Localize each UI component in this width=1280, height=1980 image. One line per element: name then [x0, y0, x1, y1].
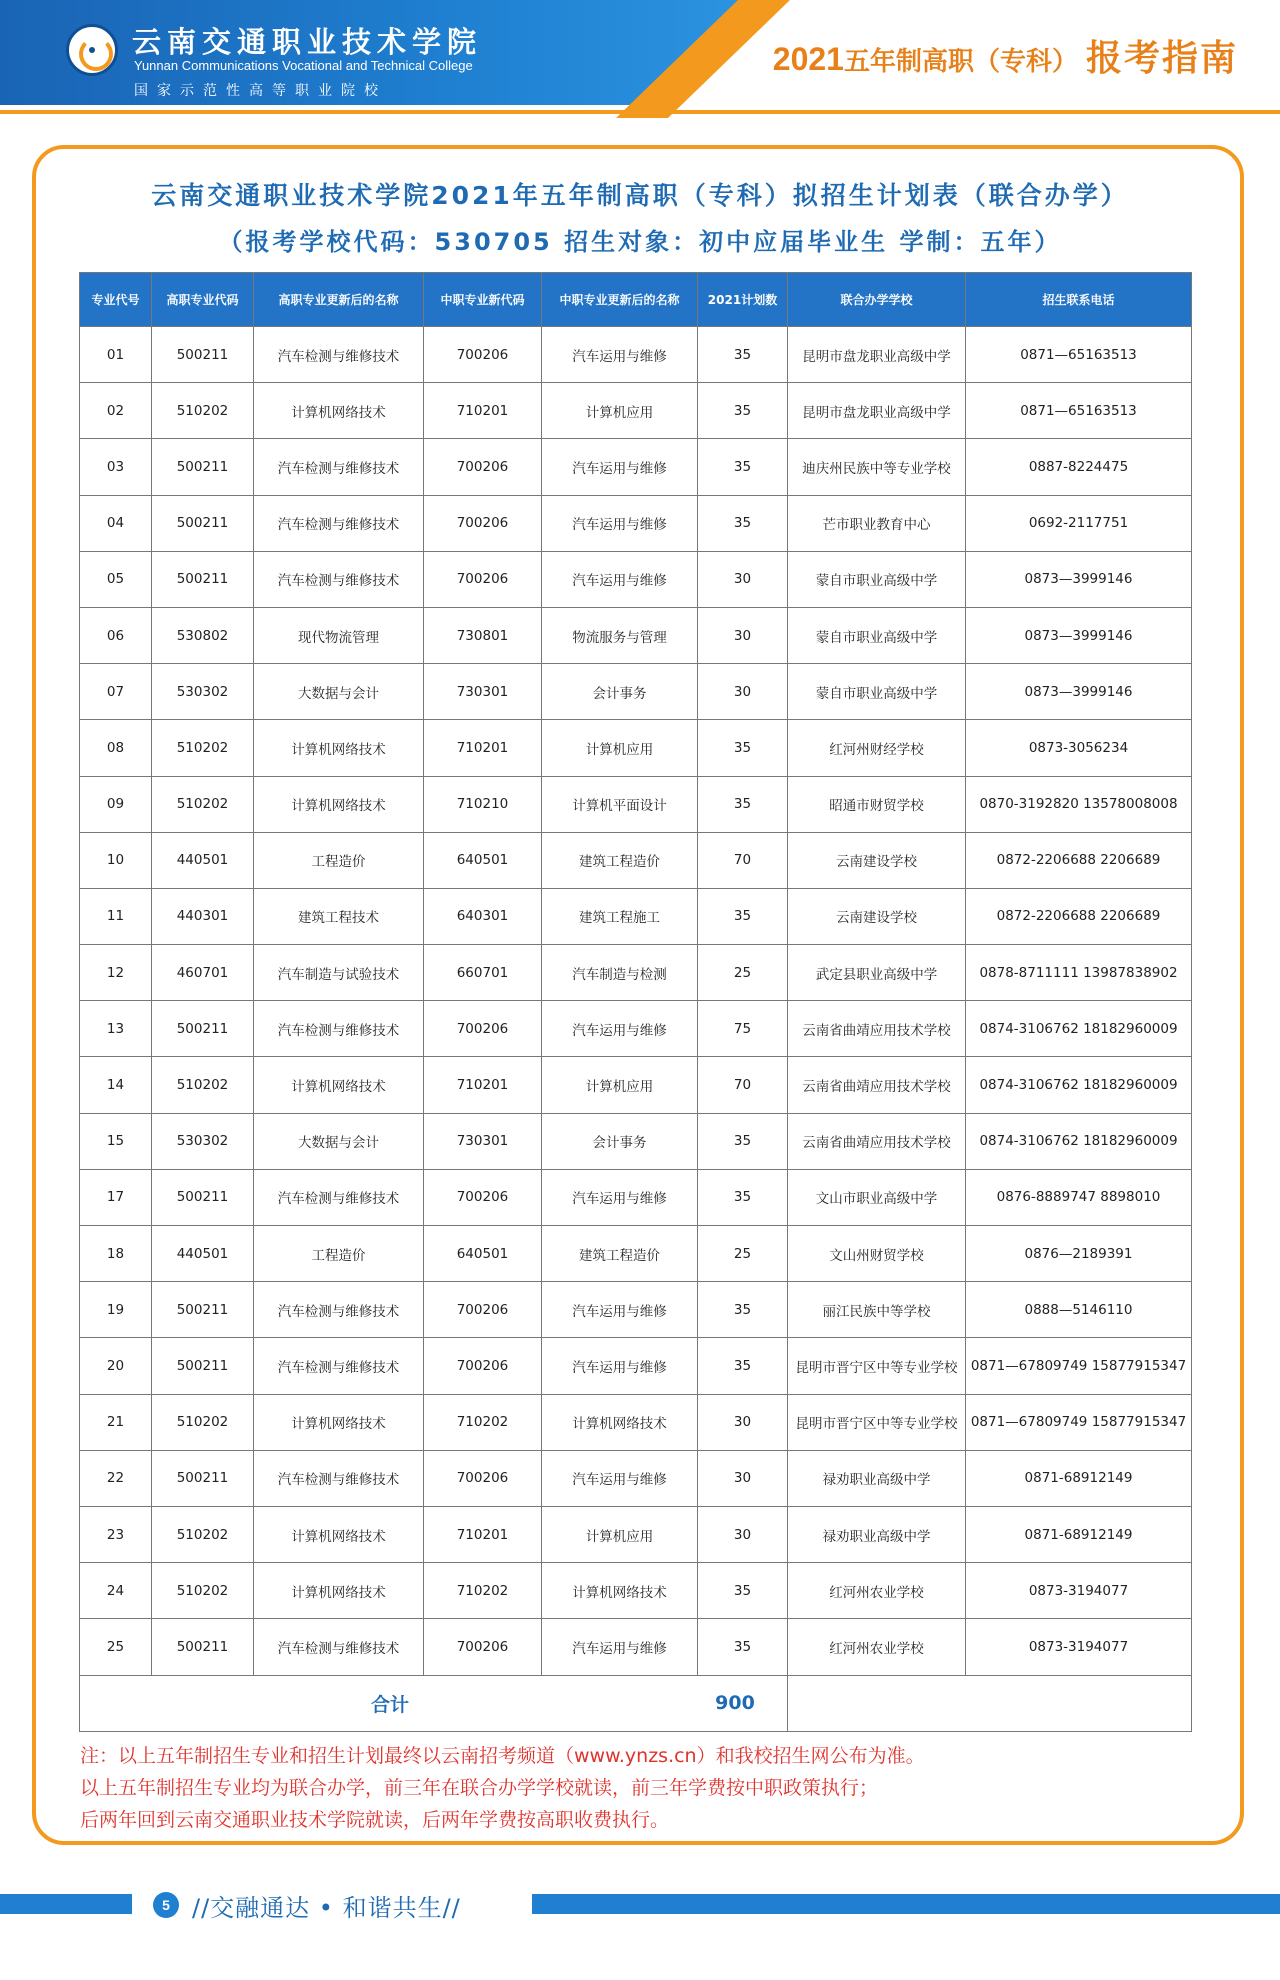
table-cell: 700206 — [424, 1450, 542, 1506]
page-header — [0, 0, 1280, 118]
table-cell: 计算机应用 — [542, 383, 698, 439]
table-cell: 14 — [80, 1057, 152, 1113]
table-cell: 35 — [698, 1338, 788, 1394]
table-row — [80, 776, 1192, 832]
table-cell: 文山州财贸学校 — [788, 1226, 966, 1282]
table-cell: 10 — [80, 832, 152, 888]
table-cell: 710201 — [424, 383, 542, 439]
table-cell: 物流服务与管理 — [542, 607, 698, 663]
table-cell: 云南建设学校 — [788, 888, 966, 944]
table-title: 云南交通职业技术学院2021年五年制高职（专科）拟招生计划表（联合办学） — [151, 181, 1129, 210]
table-cell: 11 — [80, 888, 152, 944]
table-cell: 汽车检测与维修技术 — [254, 1282, 424, 1338]
table-cell: 计算机应用 — [542, 1506, 698, 1562]
table-cell: 700206 — [424, 1001, 542, 1057]
table-cell: 35 — [698, 1169, 788, 1225]
table-cell: 汽车运用与维修 — [542, 1338, 698, 1394]
table-cell: 500211 — [152, 495, 254, 551]
table-cell: 0871—65163513 — [966, 383, 1192, 439]
table-cell: 440501 — [152, 1226, 254, 1282]
column-header: 专业代号 — [80, 273, 152, 327]
table-cell: 30 — [698, 607, 788, 663]
column-header: 高职专业更新后的名称 — [254, 273, 424, 327]
table-cell: 汽车检测与维修技术 — [254, 1619, 424, 1675]
column-header: 联合办学学校 — [788, 273, 966, 327]
table-cell: 0692-2117751 — [966, 495, 1192, 551]
school-name-cn: 云南交通职业技术学院 — [132, 25, 483, 59]
table-cell: 汽车运用与维修 — [542, 1619, 698, 1675]
table-cell: 0873-3056234 — [966, 720, 1192, 776]
table-cell: 芒市职业教育中心 — [788, 495, 966, 551]
table-row — [80, 495, 1192, 551]
table-cell: 35 — [698, 1113, 788, 1169]
table-cell: 25 — [698, 1226, 788, 1282]
table-cell: 昆明市晋宁区中等专业学校 — [788, 1394, 966, 1450]
table-cell: 昆明市盘龙职业高级中学 — [788, 327, 966, 383]
column-header: 2021计划数 — [698, 273, 788, 327]
table-row — [80, 1113, 1192, 1169]
table-cell: 云南建设学校 — [788, 832, 966, 888]
table-cell: 0871—67809749 15877915347 — [966, 1338, 1192, 1394]
table-row — [80, 945, 1192, 1001]
table-cell: 禄劝职业高级中学 — [788, 1506, 966, 1562]
table-cell: 会计事务 — [542, 1113, 698, 1169]
table-cell: 建筑工程造价 — [542, 832, 698, 888]
table-cell: 710210 — [424, 776, 542, 832]
table-cell: 红河州财经学校 — [788, 720, 966, 776]
table-cell: 汽车运用与维修 — [542, 1169, 698, 1225]
table-cell: 19 — [80, 1282, 152, 1338]
table-cell: 0871-68912149 — [966, 1506, 1192, 1562]
table-cell: 700206 — [424, 1619, 542, 1675]
school-tagline: 国家示范性高等职业院校 — [134, 83, 387, 99]
table-cell: 0887-8224475 — [966, 439, 1192, 495]
table-cell: 500211 — [152, 1450, 254, 1506]
table-row — [80, 664, 1192, 720]
table-cell: 计算机应用 — [542, 720, 698, 776]
table-row — [80, 1282, 1192, 1338]
table-row — [80, 1506, 1192, 1562]
table-cell: 0876-8889747 8898010 — [966, 1169, 1192, 1225]
column-header: 中职专业更新后的名称 — [542, 273, 698, 327]
table-cell: 0873-3194077 — [966, 1563, 1192, 1619]
table-cell: 会计事务 — [542, 664, 698, 720]
table-cell: 440301 — [152, 888, 254, 944]
table-cell: 500211 — [152, 1001, 254, 1057]
table-cell: 510202 — [152, 383, 254, 439]
table-cell: 710201 — [424, 720, 542, 776]
table-cell: 30 — [698, 1506, 788, 1562]
table-cell: 06 — [80, 607, 152, 663]
table-cell: 云南省曲靖应用技术学校 — [788, 1001, 966, 1057]
table-cell: 35 — [698, 383, 788, 439]
table-cell: 红河州农业学校 — [788, 1619, 966, 1675]
table-cell: 700206 — [424, 327, 542, 383]
table-row — [80, 1619, 1192, 1675]
guide-strong: 报考指南 — [1085, 38, 1238, 79]
table-cell: 640501 — [424, 832, 542, 888]
footer-bar-left — [0, 1894, 132, 1914]
table-cell: 0874-3106762 18182960009 — [966, 1001, 1192, 1057]
table-cell: 510202 — [152, 1394, 254, 1450]
table-cell: 01 — [80, 327, 152, 383]
table-cell: 计算机网络技术 — [254, 1057, 424, 1113]
table-row — [80, 607, 1192, 663]
table-cell: 汽车运用与维修 — [542, 495, 698, 551]
notes — [80, 1740, 1220, 1836]
table-cell: 700206 — [424, 1169, 542, 1225]
table-cell: 23 — [80, 1506, 152, 1562]
table-cell: 35 — [698, 1563, 788, 1619]
table-cell: 710201 — [424, 1506, 542, 1562]
table-cell: 710201 — [424, 1057, 542, 1113]
column-header: 高职专业代码 — [152, 273, 254, 327]
table-cell: 禄劝职业高级中学 — [788, 1450, 966, 1506]
table-row — [80, 551, 1192, 607]
table-cell: 迪庆州民族中等专业学校 — [788, 439, 966, 495]
table-cell: 730301 — [424, 1113, 542, 1169]
table-cell: 云南省曲靖应用技术学校 — [788, 1113, 966, 1169]
table-cell: 建筑工程技术 — [254, 888, 424, 944]
table-cell: 35 — [698, 1619, 788, 1675]
table-cell: 12 — [80, 945, 152, 1001]
table-cell: 计算机网络技术 — [254, 1394, 424, 1450]
table-cell: 640301 — [424, 888, 542, 944]
table-cell: 汽车检测与维修技术 — [254, 551, 424, 607]
table-cell: 0872-2206688 2206689 — [966, 832, 1192, 888]
column-header: 中职专业新代码 — [424, 273, 542, 327]
guide-year: 2021 — [772, 41, 844, 77]
table-cell: 660701 — [424, 945, 542, 1001]
table-cell: 35 — [698, 327, 788, 383]
table-cell: 500211 — [152, 1169, 254, 1225]
table-cell: 丽江民族中等学校 — [788, 1282, 966, 1338]
table-cell: 460701 — [152, 945, 254, 1001]
table-cell: 0874-3106762 18182960009 — [966, 1113, 1192, 1169]
table-cell: 510202 — [152, 1506, 254, 1562]
table-cell: 云南省曲靖应用技术学校 — [788, 1057, 966, 1113]
table-cell: 汽车运用与维修 — [542, 551, 698, 607]
table-cell: 530302 — [152, 1113, 254, 1169]
table-cell: 03 — [80, 439, 152, 495]
table-cell: 昭通市财贸学校 — [788, 776, 966, 832]
table-cell: 0873—3999146 — [966, 551, 1192, 607]
table-cell: 0878-8711111 13987838902 — [966, 945, 1192, 1001]
table-cell: 500211 — [152, 327, 254, 383]
table-cell: 计算机网络技术 — [542, 1394, 698, 1450]
guide-title — [773, 30, 1238, 81]
table-cell: 汽车检测与维修技术 — [254, 1001, 424, 1057]
table-cell: 530802 — [152, 607, 254, 663]
table-cell: 0888—5146110 — [966, 1282, 1192, 1338]
table-cell: 汽车运用与维修 — [542, 1450, 698, 1506]
table-cell: 0872-2206688 2206689 — [966, 888, 1192, 944]
table-cell: 0871—65163513 — [966, 327, 1192, 383]
table-row — [80, 1169, 1192, 1225]
table-row — [80, 1057, 1192, 1113]
table-cell: 700206 — [424, 1338, 542, 1394]
table-cell: 22 — [80, 1450, 152, 1506]
table-cell: 计算机网络技术 — [254, 1563, 424, 1619]
table-cell: 500211 — [152, 1338, 254, 1394]
header-orange-line — [0, 110, 1280, 114]
guide-mid: 五年制高职（专科） — [843, 47, 1078, 77]
table-cell: 500211 — [152, 551, 254, 607]
table-cell: 0871-68912149 — [966, 1450, 1192, 1506]
table-cell: 汽车制造与试验技术 — [254, 945, 424, 1001]
column-header: 招生联系电话 — [966, 273, 1192, 327]
table-cell: 30 — [698, 664, 788, 720]
table-row — [80, 383, 1192, 439]
total-row — [80, 1675, 1192, 1731]
table-cell: 汽车检测与维修技术 — [254, 495, 424, 551]
table-cell: 0870-3192820 13578008008 — [966, 776, 1192, 832]
table-cell: 30 — [698, 1450, 788, 1506]
total-label-cell — [80, 1675, 788, 1731]
table-cell: 02 — [80, 383, 152, 439]
table-cell: 大数据与会计 — [254, 1113, 424, 1169]
table-cell: 500211 — [152, 439, 254, 495]
note-line: 注：以上五年制招生专业和招生计划最终以云南招考频道（www.ynzs.cn）和我校招生网公布为准。 — [80, 1745, 925, 1767]
table-row — [80, 1226, 1192, 1282]
table-cell: 30 — [698, 551, 788, 607]
table-cell: 21 — [80, 1394, 152, 1450]
table-cell: 0873—3999146 — [966, 664, 1192, 720]
table-cell: 汽车制造与检测 — [542, 945, 698, 1001]
table-cell: 530302 — [152, 664, 254, 720]
table-cell: 红河州农业学校 — [788, 1563, 966, 1619]
school-name-en: Yunnan Communications Vocational and Technical College — [134, 58, 473, 73]
table-row — [80, 1563, 1192, 1619]
table-row — [80, 1450, 1192, 1506]
table-cell: 计算机网络技术 — [254, 1506, 424, 1562]
table-cell: 700206 — [424, 1282, 542, 1338]
enrollment-plan-table — [79, 272, 1192, 1732]
table-cell: 70 — [698, 1057, 788, 1113]
table-cell: 25 — [80, 1619, 152, 1675]
table-cell: 计算机网络技术 — [254, 383, 424, 439]
table-cell: 510202 — [152, 1563, 254, 1619]
table-cell: 500211 — [152, 1282, 254, 1338]
note-line: 后两年回到云南交通职业技术学院就读，后两年学费按高职收费执行。 — [80, 1809, 670, 1831]
table-cell: 500211 — [152, 1619, 254, 1675]
footer-bar-right — [532, 1894, 1280, 1914]
table-row — [80, 327, 1192, 383]
table-row — [80, 888, 1192, 944]
table-cell: 汽车运用与维修 — [542, 327, 698, 383]
table-cell: 09 — [80, 776, 152, 832]
table-cell: 0873—3999146 — [966, 607, 1192, 663]
table-cell: 汽车检测与维修技术 — [254, 439, 424, 495]
table-cell: 25 — [698, 945, 788, 1001]
table-cell: 0876—2189391 — [966, 1226, 1192, 1282]
table-cell: 汽车运用与维修 — [542, 439, 698, 495]
table-cell: 汽车运用与维修 — [542, 1282, 698, 1338]
table-cell: 现代物流管理 — [254, 607, 424, 663]
table-cell: 蒙自市职业高级中学 — [788, 551, 966, 607]
table-row — [80, 832, 1192, 888]
table-cell: 汽车检测与维修技术 — [254, 1169, 424, 1225]
table-cell: 700206 — [424, 495, 542, 551]
table-cell: 35 — [698, 1282, 788, 1338]
table-cell: 武定县职业高级中学 — [788, 945, 966, 1001]
table-cell: 汽车检测与维修技术 — [254, 1338, 424, 1394]
table-cell: 工程造价 — [254, 1226, 424, 1282]
table-cell: 440501 — [152, 832, 254, 888]
table-cell: 35 — [698, 495, 788, 551]
table-cell: 35 — [698, 439, 788, 495]
table-cell: 建筑工程施工 — [542, 888, 698, 944]
table-cell: 计算机平面设计 — [542, 776, 698, 832]
table-cell: 20 — [80, 1338, 152, 1394]
table-cell: 0874-3106762 18182960009 — [966, 1057, 1192, 1113]
table-row — [80, 439, 1192, 495]
table-cell: 建筑工程造价 — [542, 1226, 698, 1282]
table-row — [80, 1394, 1192, 1450]
table-cell: 13 — [80, 1001, 152, 1057]
table-cell: 15 — [80, 1113, 152, 1169]
page-number: 5 — [153, 1892, 179, 1918]
table-row — [80, 1001, 1192, 1057]
table-cell: 24 — [80, 1563, 152, 1619]
total-empty-cell — [788, 1675, 1192, 1731]
table-cell: 640501 — [424, 1226, 542, 1282]
table-cell: 计算机网络技术 — [254, 720, 424, 776]
table-cell: 35 — [698, 720, 788, 776]
table-cell: 汽车运用与维修 — [542, 1001, 698, 1057]
table-cell: 30 — [698, 1394, 788, 1450]
table-header-row — [80, 273, 1192, 327]
table-cell: 计算机网络技术 — [542, 1563, 698, 1619]
total-value: 900 — [715, 1692, 755, 1714]
table-subtitle: （报考学校代码：530705 招生对象：初中应届毕业生 学制：五年） — [218, 228, 1062, 256]
table-cell: 510202 — [152, 1057, 254, 1113]
table-cell: 700206 — [424, 439, 542, 495]
table-cell: 700206 — [424, 551, 542, 607]
college-logo — [66, 24, 118, 76]
table-cell: 510202 — [152, 720, 254, 776]
table-cell: 35 — [698, 888, 788, 944]
table-cell: 0873-3194077 — [966, 1619, 1192, 1675]
table-cell: 17 — [80, 1169, 152, 1225]
table-cell: 08 — [80, 720, 152, 776]
table-cell: 04 — [80, 495, 152, 551]
footer-slogan: //交融通达 • 和谐共生// — [192, 1894, 461, 1922]
table-cell: 汽车检测与维修技术 — [254, 1450, 424, 1506]
table-cell: 710202 — [424, 1394, 542, 1450]
table-cell: 计算机应用 — [542, 1057, 698, 1113]
table-cell: 工程造价 — [254, 832, 424, 888]
total-label: 合计 — [370, 1693, 409, 1716]
note-line: 以上五年制招生专业均为联合办学，前三年在联合办学学校就读，前三年学费按中职政策执行； — [80, 1777, 879, 1799]
table-cell: 大数据与会计 — [254, 664, 424, 720]
table-cell: 0871—67809749 15877915347 — [966, 1394, 1192, 1450]
table-cell: 文山市职业高级中学 — [788, 1169, 966, 1225]
table-cell: 35 — [698, 776, 788, 832]
table-cell: 18 — [80, 1226, 152, 1282]
table-row — [80, 1338, 1192, 1394]
table-cell: 蒙自市职业高级中学 — [788, 664, 966, 720]
table-cell: 汽车检测与维修技术 — [254, 327, 424, 383]
table-cell: 70 — [698, 832, 788, 888]
table-cell: 蒙自市职业高级中学 — [788, 607, 966, 663]
table-cell: 昆明市盘龙职业高级中学 — [788, 383, 966, 439]
table-cell: 昆明市晋宁区中等专业学校 — [788, 1338, 966, 1394]
table-cell: 710202 — [424, 1563, 542, 1619]
table-cell: 75 — [698, 1001, 788, 1057]
table-cell: 计算机网络技术 — [254, 776, 424, 832]
table-cell: 730801 — [424, 607, 542, 663]
table-cell: 07 — [80, 664, 152, 720]
table-row — [80, 720, 1192, 776]
table-cell: 510202 — [152, 776, 254, 832]
table-cell: 05 — [80, 551, 152, 607]
table-cell: 730301 — [424, 664, 542, 720]
